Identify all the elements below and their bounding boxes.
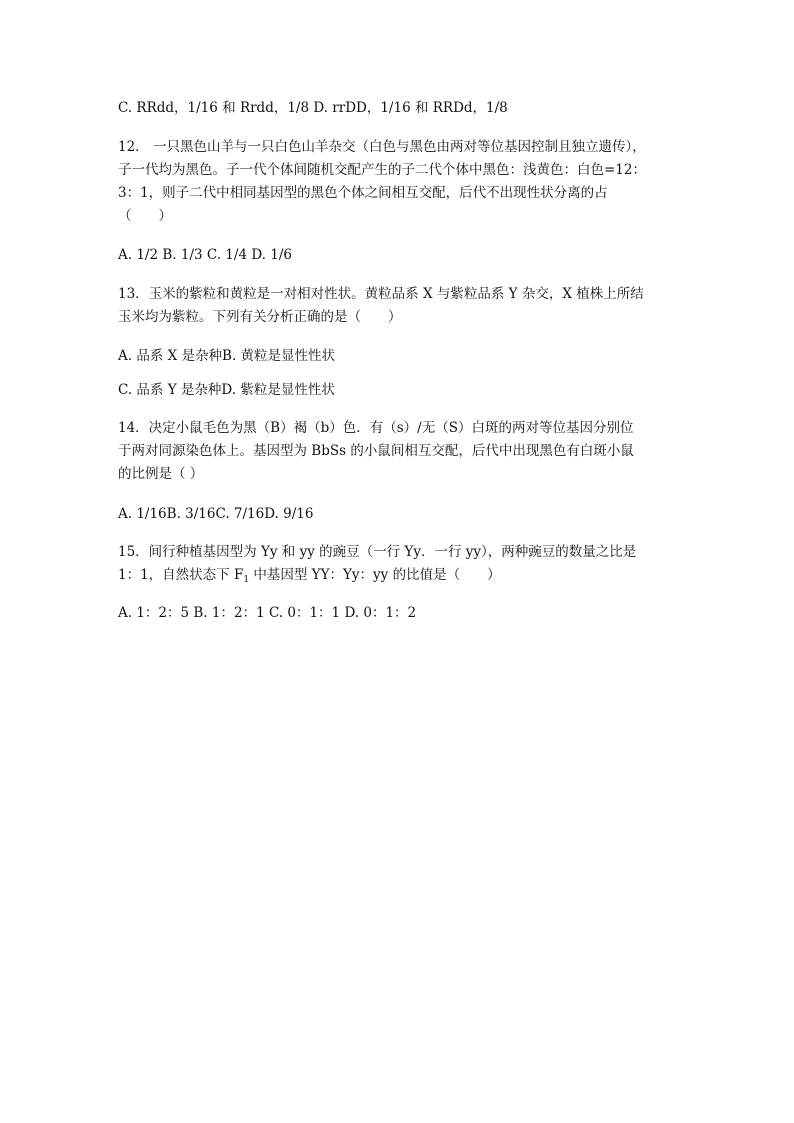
q15-stem-line-1: 15．间行种植基因型为 Yy 和 yy 的豌豆（一行 Yy．一行 yy），两种豌豆的数量之比是 xyxy=(118,544,637,560)
q13-stem-line-1: 13．玉米的紫粒和黄粒是一对相对性状。黄粒品系 X 与紫粒品系 Y 杂交，X 植株上所结 xyxy=(118,286,644,302)
q15-stem-line-2-pre: 1：1，自然状态下 F xyxy=(118,567,244,583)
q13-options-cd: C. 品系 Y 是杂种D. 紫粒是显性性状 xyxy=(118,382,335,398)
q15-options: A. 1：2：5 B. 1：2：1 C. 0：1：1 D. 0：1：2 xyxy=(118,605,417,621)
q12-options: A. 1/2 B. 1/3 C. 1/4 D. 1/6 xyxy=(118,247,292,263)
q15-stem-line-2 xyxy=(118,565,501,585)
q13-options-ab: A. 品系 X 是杂种B. 黄粒是显性性状 xyxy=(118,348,336,364)
q14-stem-line-3: 的比例是（ ） xyxy=(118,466,204,482)
f1-subscript: 1 xyxy=(243,575,250,585)
q12-stem-line-2: 子一代均为黑色。子一代个体间随机交配产生的子二代个体中黑色：浅黄色：白色=12： xyxy=(118,162,646,178)
q12-stem-line-3: 3：1，则子二代中相同基因型的黑色个体之间相互交配，后代不出现性状分离的占 xyxy=(118,185,608,201)
q15-stem-line-2-post: 中基因型 YY：Yy：yy 的比值是（ ） xyxy=(249,567,501,583)
q14-stem-line-1: 14．决定小鼠毛色为黑（B）褐（b）色．有（s）/无（S）白斑的两对等位基因分别位 xyxy=(118,420,634,436)
q11-options-cd: C. RRdd，1/16 和 Rrdd，1/8 D. rrDD，1/16 和 RRDd，1/8 xyxy=(118,100,508,116)
q14-stem-line-2: 于两对同源染色体上。基因型为 BbSs 的小鼠间相互交配，后代中出现黑色有白斑小鼠 xyxy=(118,443,634,459)
q12-stem-line-4: （ ） xyxy=(118,208,172,224)
q12-stem-line-1: 12． 一只黑色山羊与一只白色山羊杂交（白色与黑色由两对等位基因控制且独立遗传）， xyxy=(118,139,646,155)
q14-options: A. 1/16B. 3/16C. 7/16D. 9/16 xyxy=(118,506,314,522)
q13-stem-line-2: 玉米均为紫粒。下列有关分析正确的是（ ） xyxy=(118,309,402,325)
